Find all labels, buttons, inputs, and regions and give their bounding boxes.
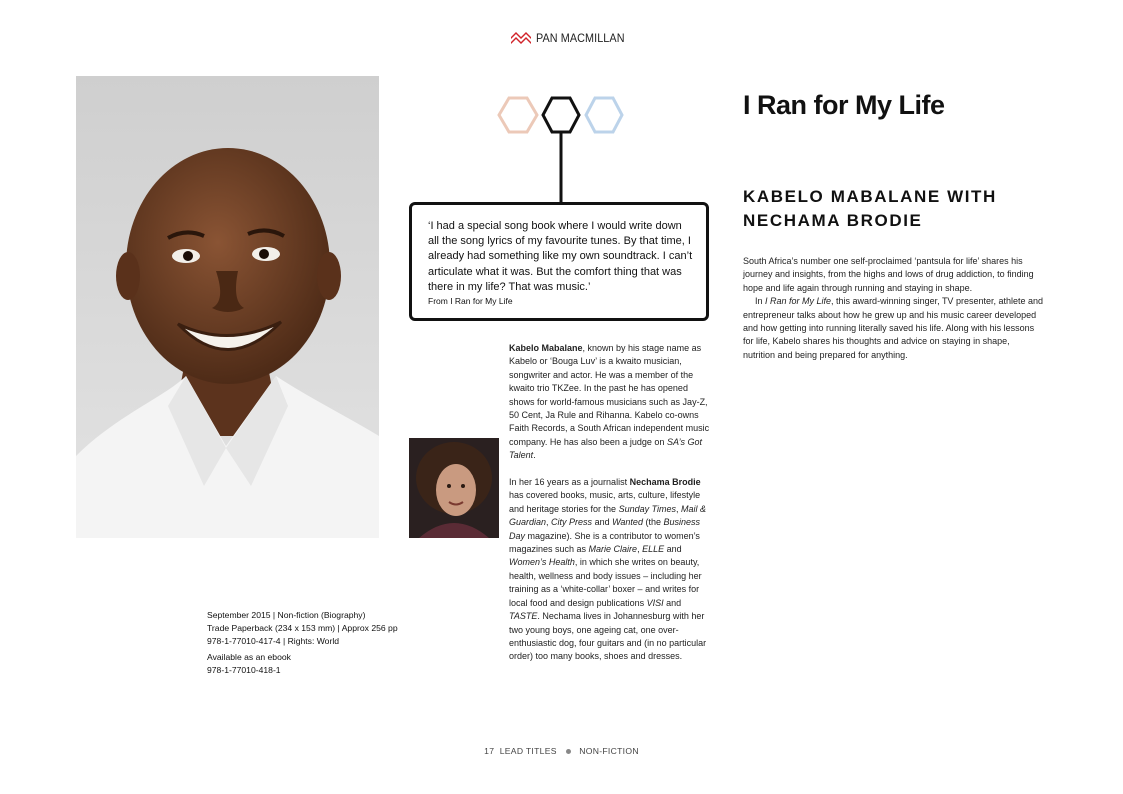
hexagon-graphic [490,90,640,206]
meta-isbn: 978-1-77010-417-4 | Rights: World [207,636,340,646]
book-authors: KABELO MABALANE WITH NECHAMA BRODIE [743,187,997,230]
page-number: 17 [484,746,495,756]
description-paragraph-2 [743,295,1043,362]
bio-text: , in which she writes on beauty, health, wellness and body issues – including her training as a ‘white-collar’ boxer – and writes for local food and design publications [509,557,702,608]
book-title: I Ran for My Life [743,90,945,120]
bio-text: , [676,503,682,514]
brand-name: PAN MACMILLAN [536,31,625,45]
bio-kabelo-end: . [533,450,536,461]
author-bios [509,342,714,677]
pan-macmillan-logo-icon [511,31,531,45]
bio-kabelo-show: SA’s Got Talent [509,436,702,461]
co-author-photo [409,438,499,538]
publication: Mail & Guardian [509,503,707,528]
publication: TASTE [509,611,538,622]
bio-kabelo-name: Kabelo Mabalane [509,343,583,353]
publication: ELLE [642,544,665,555]
description-text: , this award-winning singer, TV presenter, athlete and entrepreneur talks about how he grew up and his music career developed and how getting into running literally saved his life. Along with his lessons for life, Kabelo shares his thoughts and advice on staying in shape, nutrition and being prepared for anything. [743,296,1044,360]
page-footer [0,746,1123,756]
bio-text: In her 16 years as a journalist [509,477,630,488]
bio-text: (the [642,517,664,528]
publication: Women’s Health [509,557,575,568]
meta-ebook-label: Available as an ebook [207,652,291,662]
meta-ebook-isbn: 978-1-77010-418-1 [207,665,281,675]
bio-text: and [664,544,682,555]
bio-text: has covered books, music, arts, culture, lifestyle and heritage stories for the [509,490,701,514]
publication: Marie Claire [588,544,638,555]
bio-nechama [509,476,714,664]
footer-category: NON-FICTION [579,746,639,756]
bio-kabelo [509,342,714,463]
bio-text: and [663,597,682,608]
bio-text: , [637,544,643,555]
publication: Business Day [509,517,700,541]
bio-nechama-name: Nechama Brodie [629,477,701,488]
bio-text: . Nechama lives in Johannesburg with her two young boys, one ageing cat, one over-enthusiastic dog, four guitars and (in no particular order) too many books, shoes and dresses. [509,611,707,662]
bio-kabelo-text: , known by his stage name as Kabelo or ‘Bouga Luv’ is a kwaito musician, songwriter and actor. He was a member of the kwaito trio TKZee. In the past he has opened shows for world-famous musicians such as Jay-Z, 50 Cent, Ja Rule and Rihanna. Kabelo co-owns Faith Records, a South African independent music company. He has also been a judge on [509,343,710,447]
description-text: In [755,296,766,307]
publication: City Press [551,517,593,528]
book-metadata [207,609,398,677]
pull-quote-box [409,202,709,321]
meta-release: September 2015 | Non-fiction (Biography) [207,610,366,620]
description-paragraph-1: South Africa’s number one self-proclaimed ‘pantsula for life’ shares his journey and insights, from the highs and lows of drug addiction, to finding hope and life again through running and staying in shape. [743,256,1034,293]
pull-quote-source: From I Ran for My Life [428,296,513,307]
publication: Wanted [612,517,643,528]
bullet-dot-icon [566,749,571,754]
author-portrait [76,76,379,538]
brand-logo [511,31,634,45]
book-description [743,255,1043,362]
bio-text: magazine). She is a contributor to women’s magazines such as [509,530,700,555]
description-title: I Ran for My Life [765,296,832,307]
publication: VISI [646,597,664,608]
bio-text: and [592,517,613,528]
footer-section: LEAD TITLES [499,746,557,756]
pull-quote-text: ‘I had a special song book where I would write down all the song lyrics of my favourite tunes. By that time, I already had something like my own soundtrack. I can’t articulate what it was. But the comfort thing that was there in my life? That was music.’ [428,220,693,293]
publication: Sunday Times [618,503,677,514]
meta-format: Trade Paperback (234 x 153 mm) | Approx 256 pp [207,623,398,633]
bio-text: , [546,517,552,528]
